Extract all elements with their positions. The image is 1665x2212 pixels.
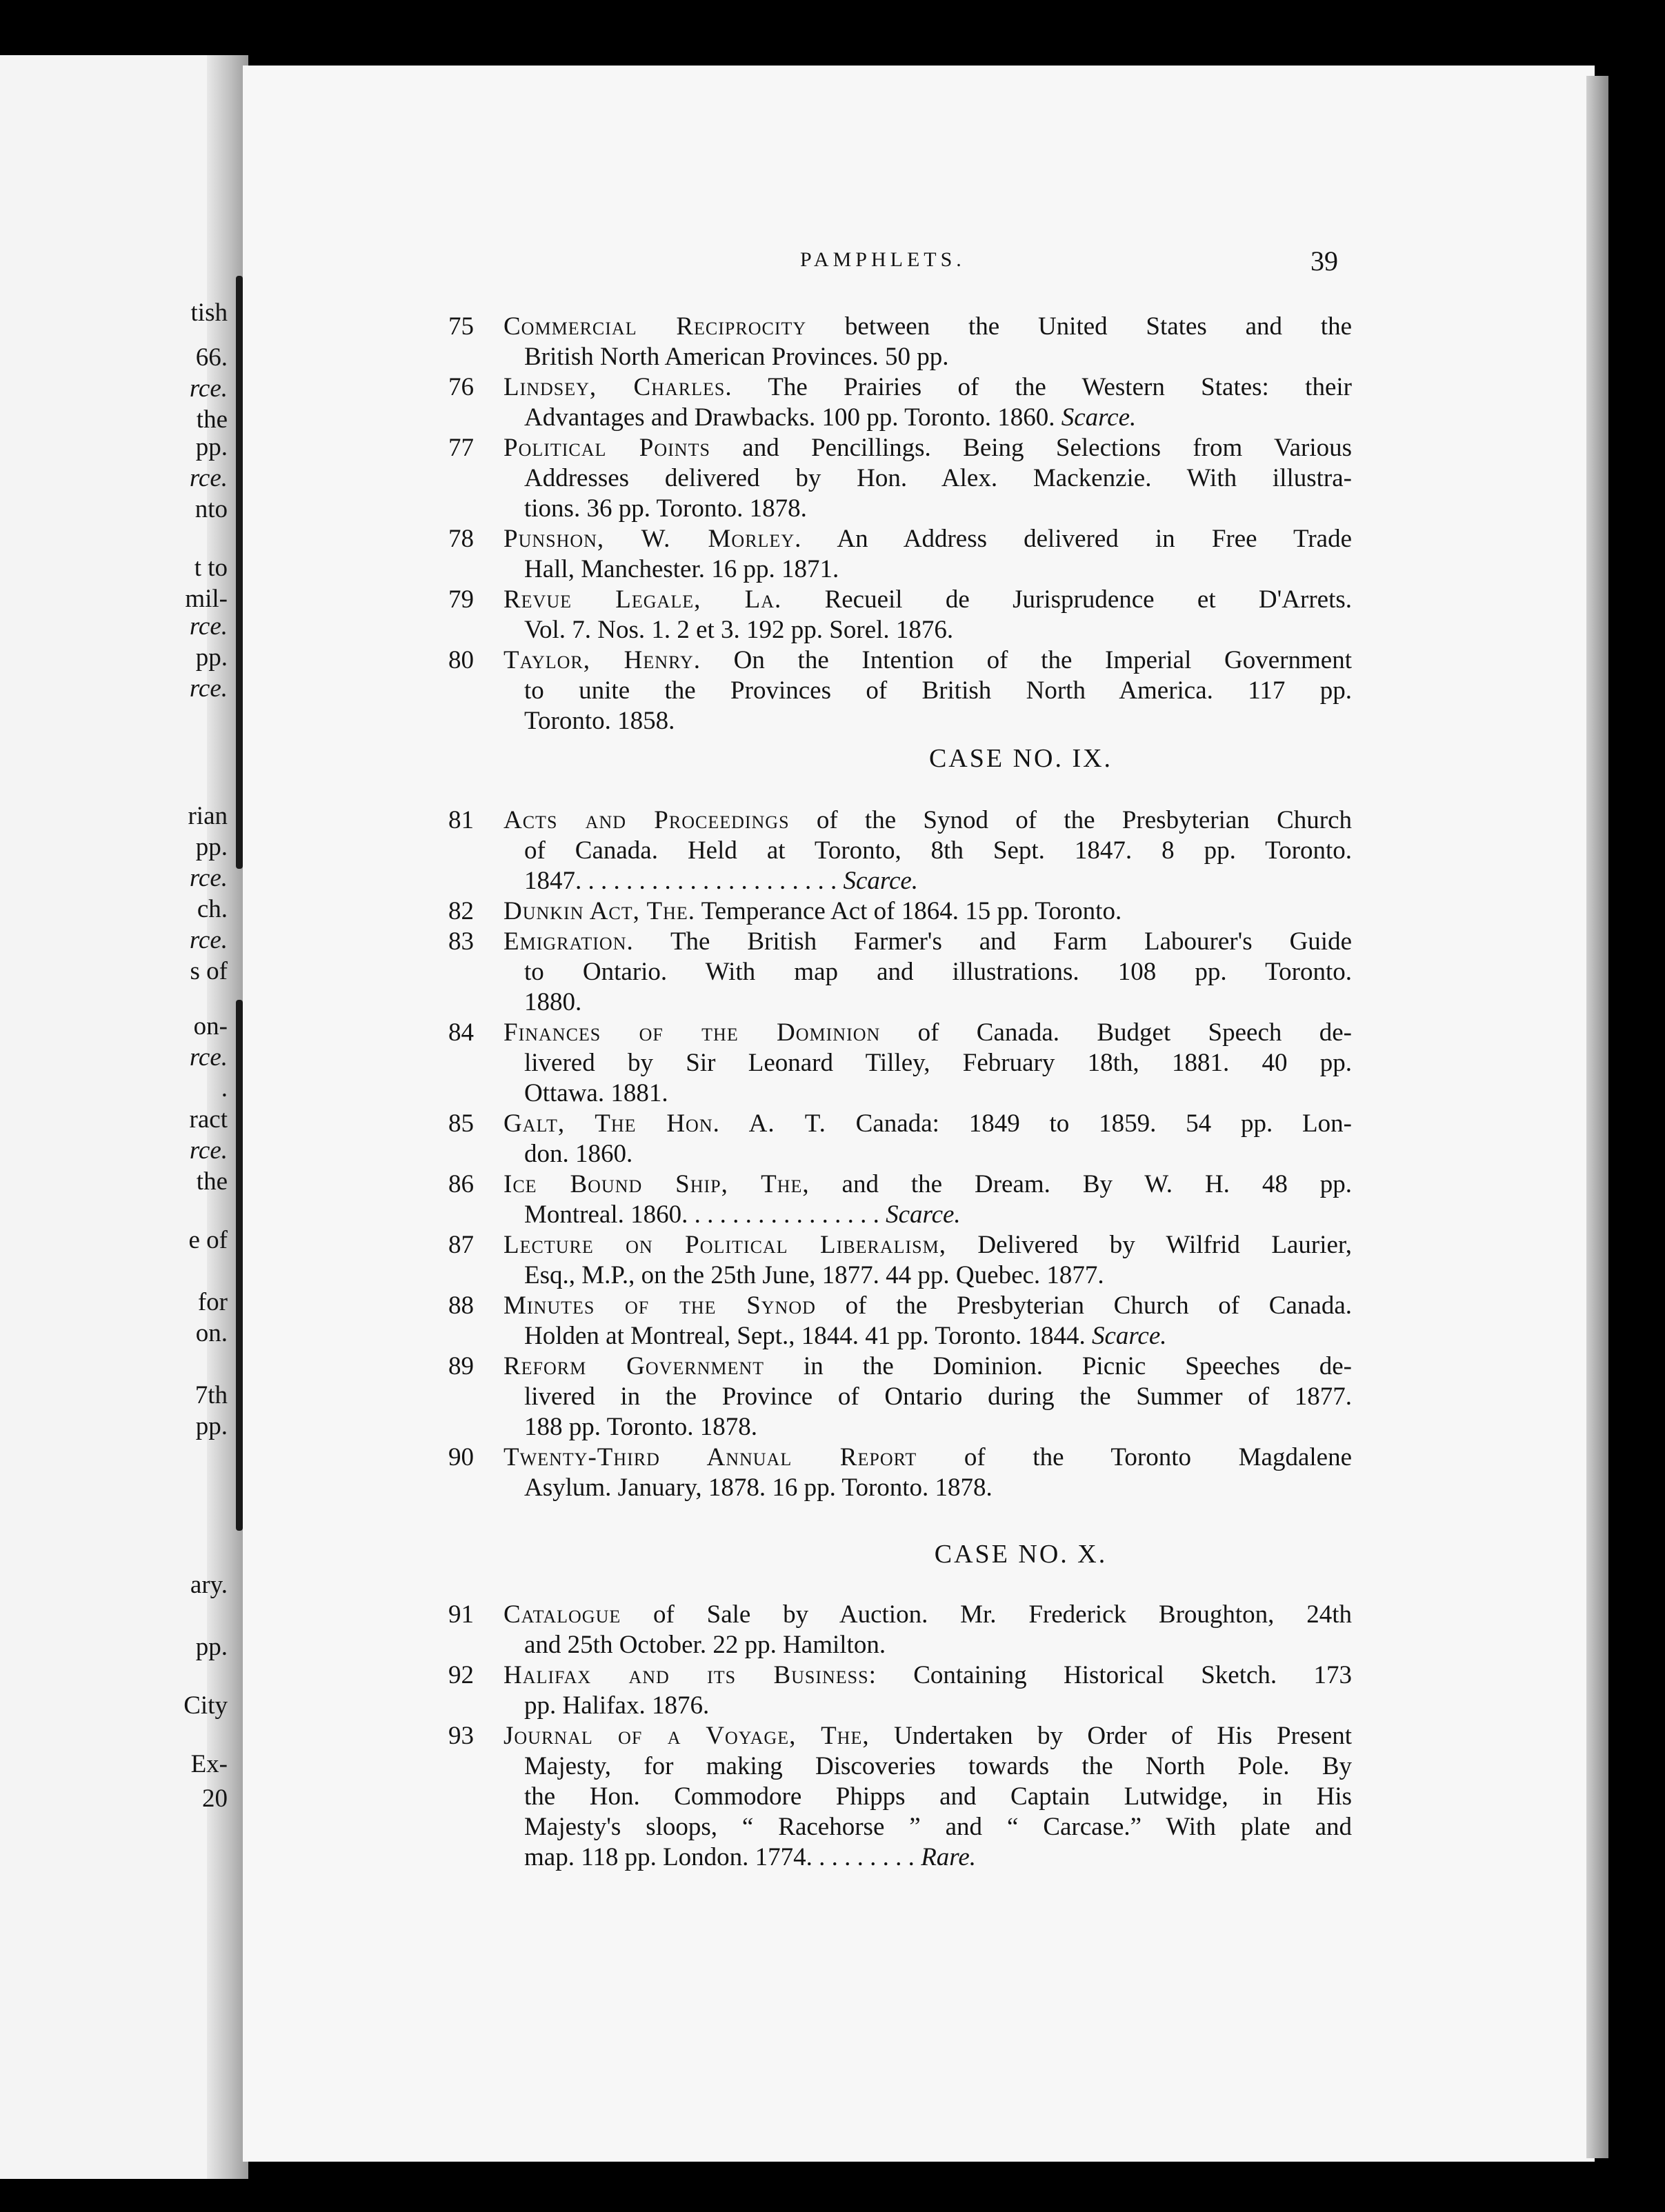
entry-text: British North American Provinces. 50 pp. <box>524 343 949 371</box>
entry-line <box>448 836 1352 866</box>
left-page-fragment: on. <box>195 1319 228 1347</box>
entry-text: Esq., M.P., on the 25th June, 1877. 44 pp. Quebec. 1877. <box>524 1261 1104 1289</box>
entry-line <box>448 1782 1352 1812</box>
entry-text: Holden at Montreal, Sept., 1844. 41 pp. Toronto. 1844. <box>524 1322 1092 1350</box>
entry-number: 92 <box>448 1661 474 1689</box>
entry-text: pp. Halifax. 1876. <box>524 1691 710 1720</box>
entry-title: Taylor, Henry. <box>504 646 701 674</box>
entry-number: 90 <box>448 1443 474 1471</box>
left-page-fragment: rce. <box>189 464 228 492</box>
entry-title: Lindsey, Charles. <box>504 373 732 401</box>
catalogue-entry <box>448 1291 1352 1351</box>
catalogue-entry <box>448 805 1352 896</box>
entry-line <box>448 1230 1352 1260</box>
catalogue-entry <box>448 1109 1352 1169</box>
entry-text: Temperance Act of 1864. 15 pp. Toronto. <box>695 897 1122 925</box>
entry-title: Acts and Proceedings <box>504 806 790 834</box>
entry-text: livered by Sir Leonard Tilley, February 18th, 1881. 40 pp. <box>524 1049 1352 1077</box>
left-page-fragment: rce. <box>189 374 228 403</box>
entry-title: Punshon, W. Morley. <box>504 525 802 553</box>
entry-line <box>448 927 1352 957</box>
catalogue-entry <box>448 1721 1352 1873</box>
page-edge <box>1586 76 1608 2158</box>
entry-text: the Hon. Commodore Phipps and Captain Lutwidge, in His <box>524 1782 1352 1811</box>
entry-line <box>448 1842 1352 1873</box>
left-page-text <box>0 0 228 2212</box>
left-page-fragment: the <box>196 1167 228 1196</box>
left-page-fragment: mil- <box>185 585 228 613</box>
entry-line <box>448 463 1352 494</box>
entry-text: Delivered by Wilfrid Laurier, <box>946 1231 1352 1259</box>
entry-text: tions. 36 pp. Toronto. 1878. <box>524 494 807 523</box>
entry-number: 76 <box>448 373 474 401</box>
catalogue-entry <box>448 312 1352 372</box>
entry-title: Halifax and its Business: <box>504 1661 877 1689</box>
entry-text: Recueil de Jurisprudence et D'Arrets. <box>781 585 1353 614</box>
entry-title: Catalogue <box>504 1600 621 1629</box>
catalogue-entry <box>448 1169 1352 1230</box>
entry-title: Reform Government <box>504 1352 765 1380</box>
entry-line <box>448 524 1352 554</box>
left-page-fragment: pp. <box>195 1412 228 1440</box>
left-page-fragment: e of <box>188 1226 228 1254</box>
entry-title: Commercial Reciprocity <box>504 312 807 341</box>
entry-title: Galt, The Hon. A. T. <box>504 1109 826 1138</box>
rarity-note: Scarce. <box>1061 403 1137 432</box>
entry-number: 89 <box>448 1352 474 1380</box>
entry-text: An Address delivered in Free Trade <box>801 525 1352 553</box>
binding-thread <box>236 276 243 869</box>
entry-text: Advantages and Drawbacks. 100 pp. Toronto. 1860. <box>524 403 1061 432</box>
entry-line <box>448 987 1352 1018</box>
catalogue-entry <box>448 585 1352 645</box>
entry-line <box>448 1260 1352 1291</box>
case-heading-ix: CASE NO. IX. <box>928 744 1113 773</box>
entry-text: livered in the Province of Ontario during the Summer of 1877. <box>524 1382 1352 1411</box>
left-page-fragment: rce. <box>189 864 228 892</box>
entry-title: Minutes of the Synod <box>504 1291 816 1320</box>
catalogue-entry <box>448 1660 1352 1721</box>
entry-line <box>448 1473 1352 1503</box>
catalogue-entry <box>448 896 1352 927</box>
entry-text: Toronto. 1858. <box>524 707 675 735</box>
left-page-fragment: rce. <box>189 926 228 954</box>
entry-line <box>448 1351 1352 1382</box>
catalogue-entry <box>448 1442 1352 1503</box>
left-page-fragment: s of <box>190 957 228 985</box>
entry-line <box>448 433 1352 463</box>
left-page-fragment: 7th <box>195 1381 228 1409</box>
catalogue-entry <box>448 645 1352 736</box>
entry-text: of Canada. Held at Toronto, 8th Sept. 1847. 8 pp. Toronto. <box>524 836 1352 865</box>
left-page-fragment: 20 <box>202 1784 228 1813</box>
entry-line <box>448 1382 1352 1412</box>
entry-text: and Pencillings. Being Selections from Various <box>710 434 1352 462</box>
entry-number: 83 <box>448 927 474 956</box>
entry-line <box>448 957 1352 987</box>
entry-text: 1880. <box>524 988 582 1016</box>
entry-title: Ice Bound Ship, The, <box>504 1170 810 1198</box>
entry-title: Finances of the Dominion <box>504 1018 881 1047</box>
left-page-fragment: ary. <box>190 1571 228 1599</box>
entry-line <box>448 1169 1352 1200</box>
entry-text: Montreal. 1860. . . . . . . . . . . . . . . . <box>524 1200 886 1229</box>
left-page-fragment: nto <box>195 495 228 523</box>
entry-text: 188 pp. Toronto. 1878. <box>524 1413 757 1441</box>
entry-number: 86 <box>448 1170 474 1198</box>
entry-line <box>448 896 1352 927</box>
catalogue-entry <box>448 927 1352 1018</box>
entry-line <box>448 1078 1352 1109</box>
left-page-fragment: 66. <box>195 343 228 372</box>
entry-number: 77 <box>448 434 474 462</box>
entry-number: 75 <box>448 312 474 341</box>
entry-text: The British Farmer's and Farm Labourer's Guide <box>633 927 1352 956</box>
left-page-fragment: pp. <box>195 643 228 672</box>
entry-line <box>448 676 1352 706</box>
catalogue-entry <box>448 1230 1352 1291</box>
entry-line <box>448 1321 1352 1351</box>
catalogue-entry <box>448 1600 1352 1660</box>
page-number: 39 <box>1310 245 1338 276</box>
rarity-note: Scarce. <box>1091 1322 1167 1350</box>
entry-number: 87 <box>448 1231 474 1259</box>
left-page-fragment: for <box>197 1288 228 1316</box>
entry-text: don. 1860. <box>524 1140 633 1168</box>
entry-text: in the Dominion. Picnic Speeches de- <box>764 1352 1352 1380</box>
entry-line <box>448 372 1352 403</box>
left-page-fragment: pp. <box>195 833 228 861</box>
entry-title: Journal of a Voyage, The, <box>504 1722 870 1750</box>
left-page-fragment: City <box>183 1691 228 1720</box>
entry-text: Undertaken by Order of His Present <box>869 1722 1352 1750</box>
entry-text: On the Intention of the Imperial Government <box>701 646 1352 674</box>
entry-number: 81 <box>448 806 474 834</box>
entry-number: 88 <box>448 1291 474 1320</box>
entry-line <box>448 1691 1352 1721</box>
left-page-fragment: tish <box>190 299 228 327</box>
entry-text: Addresses delivered by Hon. Alex. Mackenzie. With illustra- <box>524 464 1352 492</box>
entry-text: of Sale by Auction. Mr. Frederick Broughton, 24th <box>621 1600 1352 1629</box>
catalogue-entry <box>448 372 1352 433</box>
left-page-fragment: rce. <box>189 1043 228 1072</box>
entry-title: Dunkin Act, The. <box>504 897 695 925</box>
entry-line <box>448 1139 1352 1169</box>
entry-text: Ottawa. 1881. <box>524 1079 668 1107</box>
binding-thread <box>236 1000 243 1531</box>
left-page-fragment: ract <box>189 1105 228 1134</box>
entry-number: 84 <box>448 1018 474 1047</box>
entry-text: to unite the Provinces of British North America. 117 pp. <box>524 676 1352 705</box>
left-page-fragment: ch. <box>197 895 228 923</box>
left-page-fragment: rce. <box>189 612 228 641</box>
running-head: PAMPHLETS. <box>800 248 966 271</box>
entry-text: Canada: 1849 to 1859. 54 pp. Lon- <box>826 1109 1352 1138</box>
entry-line <box>448 1200 1352 1230</box>
entry-number: 91 <box>448 1600 474 1629</box>
entry-line <box>448 585 1352 615</box>
left-page-fragment: pp. <box>195 433 228 461</box>
entry-line <box>448 1018 1352 1048</box>
entry-line <box>448 1630 1352 1660</box>
entry-text: 1847. . . . . . . . . . . . . . . . . . . . . <box>524 867 844 895</box>
entry-title: Lecture on Political Liberalism, <box>504 1231 946 1259</box>
entry-text: and the Dream. By W. H. 48 pp. <box>809 1170 1352 1198</box>
left-page-fragment: rce. <box>189 1136 228 1165</box>
left-page-fragment: pp. <box>195 1633 228 1661</box>
entry-number: 93 <box>448 1722 474 1750</box>
entry-line <box>448 706 1352 736</box>
entry-line <box>448 1412 1352 1442</box>
entry-line <box>448 1751 1352 1782</box>
entry-line <box>448 1812 1352 1842</box>
entry-line <box>448 615 1352 645</box>
entry-line <box>448 866 1352 896</box>
entry-title: Revue Legale, La. <box>504 585 782 614</box>
entry-text: Hall, Manchester. 16 pp. 1871. <box>524 555 839 583</box>
rarity-note: Scarce. <box>843 867 919 895</box>
entry-line <box>448 1721 1352 1751</box>
entry-text: Majesty's sloops, “ Racehorse ” and “ Carcase.” With plate and <box>524 1813 1352 1841</box>
entry-number: 79 <box>448 585 474 614</box>
entry-line <box>448 1600 1352 1630</box>
case-heading-x: CASE NO. X. <box>934 1540 1108 1569</box>
entry-title: Twenty-Third Annual Report <box>504 1443 917 1471</box>
left-page-fragment: rce. <box>189 674 228 703</box>
entry-number: 78 <box>448 525 474 553</box>
entry-number: 80 <box>448 646 474 674</box>
entry-line <box>448 645 1352 676</box>
left-page-fragment: rian <box>188 802 228 830</box>
catalogue-entry <box>448 433 1352 524</box>
entry-line <box>448 554 1352 585</box>
entry-text: Majesty, for making Discoveries towards the North Pole. By <box>524 1752 1352 1780</box>
left-page-fragment: . <box>221 1074 228 1103</box>
rarity-note: Scarce. <box>886 1200 961 1229</box>
entry-line <box>448 342 1352 372</box>
catalogue-entry <box>448 1351 1352 1442</box>
entry-line <box>448 1048 1352 1078</box>
entry-line <box>448 312 1352 342</box>
left-page-fragment: on- <box>193 1012 228 1040</box>
entry-line <box>448 494 1352 524</box>
entry-line <box>448 1291 1352 1321</box>
catalogue-entry <box>448 524 1352 585</box>
left-page-fragment: t to <box>194 554 228 582</box>
entry-text: between the United States and the <box>806 312 1352 341</box>
entry-text: of Canada. Budget Speech de- <box>880 1018 1352 1047</box>
entry-line <box>448 1660 1352 1691</box>
entry-title: Political Points <box>504 434 710 462</box>
entry-text: of the Toronto Magdalene <box>917 1443 1353 1471</box>
entry-line <box>448 1109 1352 1139</box>
rarity-note: Rare. <box>921 1843 976 1871</box>
left-page-fragment: Ex- <box>190 1750 228 1778</box>
entry-text: to Ontario. With map and illustrations. 108 pp. Toronto. <box>524 958 1352 986</box>
entry-text: Asylum. January, 1878. 16 pp. Toronto. 1878. <box>524 1474 993 1502</box>
entry-text: Containing Historical Sketch. 173 <box>876 1661 1352 1689</box>
entry-text: and 25th October. 22 pp. Hamilton. <box>524 1631 886 1659</box>
entry-number: 85 <box>448 1109 474 1138</box>
entry-text: Vol. 7. Nos. 1. 2 et 3. 192 pp. Sorel. 1876. <box>524 616 954 644</box>
entry-line <box>448 403 1352 433</box>
entry-text: of the Presbyterian Church of Canada. <box>815 1291 1352 1320</box>
entry-number: 82 <box>448 897 474 925</box>
entry-line <box>448 1442 1352 1473</box>
entry-text: The Prairies of the Western States: their <box>732 373 1352 401</box>
catalogue-entry <box>448 1018 1352 1109</box>
entry-text: map. 118 pp. London. 1774. . . . . . . . . <box>524 1843 921 1871</box>
entry-text: of the Synod of the Presbyterian Church <box>789 806 1352 834</box>
entry-line <box>448 805 1352 836</box>
entry-title: Emigration. <box>504 927 634 956</box>
left-page-fragment: the <box>196 405 228 434</box>
